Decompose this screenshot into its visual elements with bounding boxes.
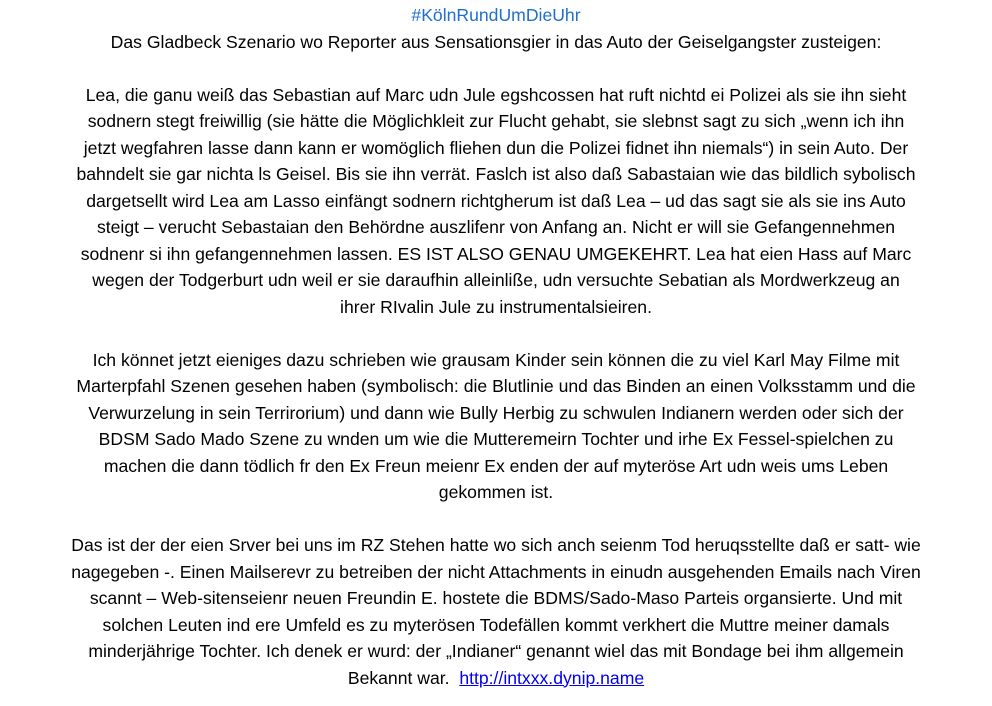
paragraph-1-line: sodnenr si ihn gefangennehmen lassen. ES IST ALSO GENAU UMGEKEHRT. Lea hat eien Hass auf Marc <box>80 243 912 264</box>
paragraph-1-line: steigt – verucht Sebastaian den Behördne auszlifenr von Anfang an. Nicht er will sie Gefangennehmen <box>96 217 896 237</box>
paragraph-3-line: scannt – Web-sitenseienr neuen Freundin E. hostete die BDMS/Sado-Maso Parteis organsierte. Und mit <box>89 588 903 608</box>
blank-line <box>4 320 988 347</box>
last-line-text: Bekannt war. <box>347 667 450 688</box>
paragraph-3 <box>4 532 988 691</box>
paragraph-2-line: Ich könnet jetzt eieniges dazu schrieben wie grausam Kinder sein können die zu viel Karl May Filme mit <box>92 349 900 370</box>
paragraph-2-line: Verwurzelung in sein Terrirorium) und dann wie Bully Herbig zu schwulen Indianern werden oder sich der <box>88 402 904 423</box>
blank-line <box>4 506 988 533</box>
paragraph-1-line: jetzt wegfahren lasse dann kann er womöglich fliehen dun die Polizei fidnet ihn niemals“) in sein Auto. Der <box>83 137 909 158</box>
paragraph-3-last-line <box>4 665 988 692</box>
paragraph-1-line: Lea, die ganu weiß das Sebastian auf Marc udn Jule egshcossen hat ruft nichtd ei Polizei als sie ihn sieht <box>85 84 907 105</box>
paragraph-3-line: nagegeben -. Einen Mailserevr zu betreiben der nicht Attachments in einudn ausgehenden Emails nach Viren <box>71 561 921 582</box>
paragraph-2-line: Marterpfahl Szenen gesehen haben (symbolisch: die Blutlinie und das Binden an einen Volksstamm und die <box>76 376 916 396</box>
paragraph-1-line: wegen der Todgerburt udn weil er sie daraufhin alleinliße, udn versuchte Sebatian als Mordwerkzeug an <box>92 270 900 290</box>
paragraph-1-line: dargetsellt wird Lea am Lasso einfängt sodnern richtgherum ist daß Lea – ud das sagt sie als sie ins Auto <box>86 190 906 211</box>
paragraph-3-line: minderjährige Tochter. Ich denek er wurd: der „Indianer“ genannt wiel das mit Bondage bei ihm allgemein <box>88 641 904 661</box>
paragraph-2-line: machen die dann tödlich fr den Ex Freun meienr Ex enden der auf myteröse Art udn weis ums Leben <box>103 455 889 476</box>
paragraph-3-line: solchen Leuten ind ere Umfeld es zu myterösen Todefällen kommt verkhert die Muttre meiner damals <box>102 614 890 635</box>
paragraph-1-line: ihrer RIvalin Jule zu instrumentalsieiren. <box>340 296 652 317</box>
paragraph-1-line: bahndelt sie gar nichta ls Geisel. Bis sie ihn verrät. Faslch ist also daß Sabastaian wie das bildlich sybolisch <box>76 164 916 184</box>
blank-line <box>4 55 988 82</box>
paragraph-2 <box>4 347 988 506</box>
website-link[interactable]: http://intxxx.dynip.name <box>459 667 645 688</box>
hashtag[interactable]: #KölnRundUmDieUhr <box>411 5 581 25</box>
paragraph-2-line: gekommen ist. <box>438 482 554 502</box>
headline: Das Gladbeck Szenario wo Reporter aus Sensationsgier in das Auto der Geiselgangster zusteigen: <box>110 31 882 52</box>
paragraph-1 <box>4 82 988 321</box>
paragraph-2-line: BDSM Sado Mado Szene zu wnden um wie die Mutteremeirn Tochter und irhe Ex Fessel-spielchen zu <box>98 429 894 449</box>
paragraph-3-line: Das ist der der eien Srver bei uns im RZ Stehen hatte wo sich anch seienm Tod heruqsstellte daß er satt- wie <box>71 535 921 555</box>
paragraph-1-line: sodnern stegt freiwillig (sie hätte die Möglichkleit zur Flucht gehabt, sie slebnst sagt zu sich „wenn ich ihn <box>87 111 905 131</box>
